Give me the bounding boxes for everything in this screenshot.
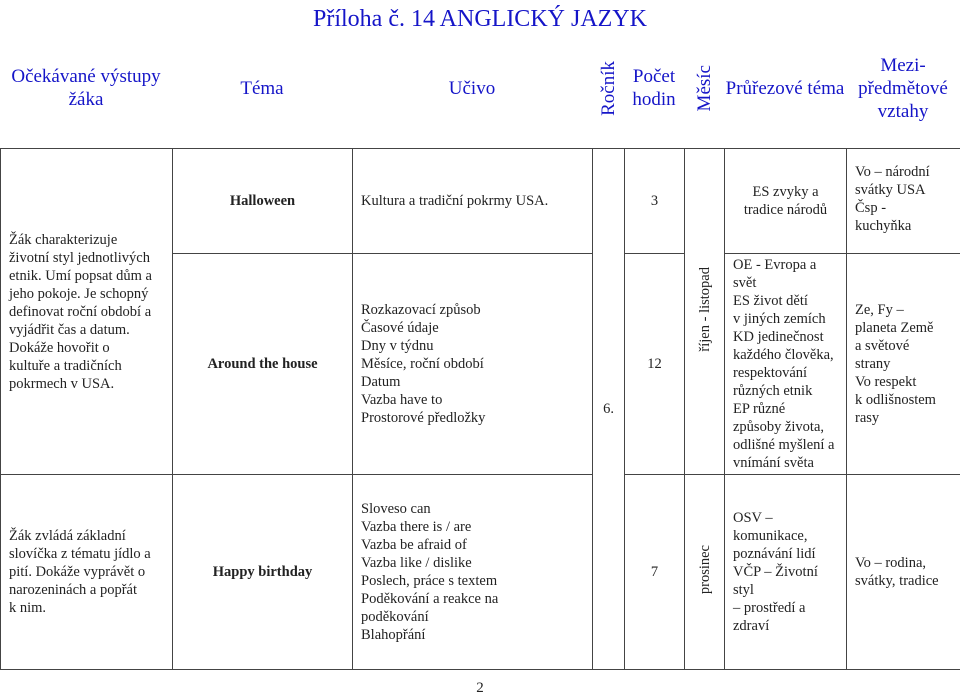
grade-cell: 6. bbox=[593, 149, 625, 670]
topic-cell: Happy birthday bbox=[173, 475, 353, 670]
page-number: 2 bbox=[0, 680, 960, 697]
header-month: Měsíc bbox=[684, 46, 724, 130]
curriculum-cell: Sloveso can Vazba there is / are Vazba be afraid of Vazba like / dislike Poslech, práce s textem Poděkování a reakce na poděkování Blahopřání bbox=[353, 475, 593, 670]
month-cell: prosinec bbox=[685, 475, 725, 670]
hours-cell: 12 bbox=[625, 254, 685, 475]
interdisciplinary-cell: Ze, Fy – planeta Země a světové strany Vo respekt k odlišnostem rasy bbox=[847, 254, 960, 475]
curriculum-cell: Kultura a tradiční pokrmy USA. bbox=[353, 149, 593, 254]
header-curriculum: Učivo bbox=[352, 46, 592, 130]
header-grade: Ročník bbox=[592, 46, 624, 130]
curriculum-table bbox=[0, 148, 960, 670]
expected-outcomes-cell: Žák charakterizuje životní styl jednotlivých etnik. Umí popsat dům a jeho pokoje. Je schopný definovat roční období a vyjádřit čas a datum. Dokáže hovořit o kultuře a tradičních pokrmech v USA. bbox=[1, 149, 173, 475]
cross-curricular-cell: OSV – komunikace, poznávání lidí VČP – Životní styl – prostředí a zdraví bbox=[725, 475, 847, 670]
page-title: Příloha č. 14 ANGLICKÝ JAZYK bbox=[0, 6, 960, 33]
column-headers bbox=[0, 46, 960, 130]
interdisciplinary-cell: Vo – národní svátky USA Čsp - kuchyňka bbox=[847, 149, 960, 254]
header-cross-curricular: Průřezové téma bbox=[724, 46, 846, 130]
table-row bbox=[1, 149, 960, 254]
interdisciplinary-cell: Vo – rodina, svátky, tradice bbox=[847, 475, 960, 670]
hours-cell: 3 bbox=[625, 149, 685, 254]
cross-curricular-cell: OE - Evropa a svět ES život dětí v jiných zemích KD jedinečnost každého člověka, respektování různých etnik EP různé způsoby života, odlišné myšlení a vnímání světa bbox=[725, 254, 847, 475]
month-cell: říjen - listopad bbox=[685, 149, 725, 475]
hours-cell: 7 bbox=[625, 475, 685, 670]
header-hours: Počet hodin bbox=[624, 46, 684, 130]
header-topic: Téma bbox=[172, 46, 352, 130]
header-expected-outcomes: Očekávané výstupy žáka bbox=[0, 46, 172, 130]
topic-cell: Halloween bbox=[173, 149, 353, 254]
curriculum-cell: Rozkazovací způsob Časové údaje Dny v týdnu Měsíce, roční období Datum Vazba have to Prostorové předložky bbox=[353, 254, 593, 475]
expected-outcomes-cell: Žák zvládá základní slovíčka z tématu jídlo a pití. Dokáže vyprávět o narozeninách a popřát k nim. bbox=[1, 475, 173, 670]
header-interdisciplinary: Mezi- předmětové vztahy bbox=[846, 46, 960, 130]
table-row bbox=[1, 475, 960, 670]
cross-curricular-cell: ES zvyky a tradice národů bbox=[725, 149, 847, 254]
topic-cell: Around the house bbox=[173, 254, 353, 475]
